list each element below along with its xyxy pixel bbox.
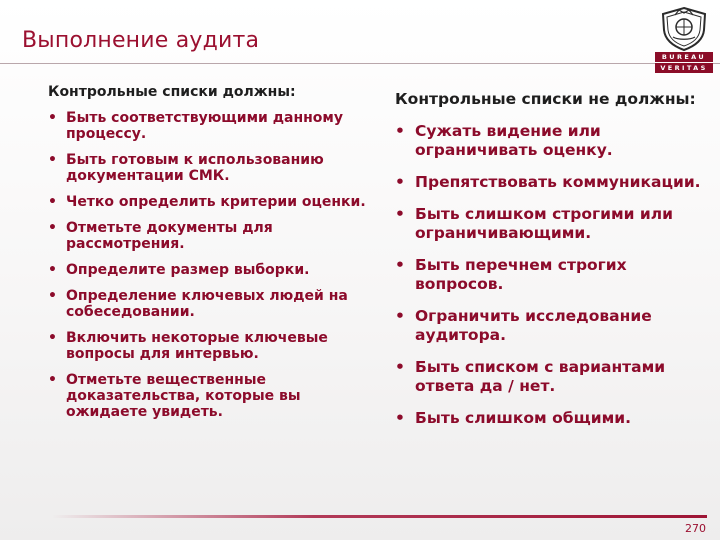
list-item-text: Определите размер выборки. bbox=[66, 262, 310, 278]
bullet-icon: • bbox=[48, 262, 57, 278]
list-item-text: Быть слишком строгими или ограничивающими. bbox=[415, 205, 673, 242]
bullet-icon: • bbox=[48, 288, 57, 304]
left-column bbox=[48, 84, 368, 430]
right-column-heading: Контрольные списки не должны: bbox=[395, 90, 696, 108]
list-item bbox=[48, 288, 368, 320]
list-item bbox=[395, 122, 713, 160]
bullet-icon: • bbox=[395, 307, 405, 325]
list-item-text: Отметьте вещественные доказательства, которые вы ожидаете увидеть. bbox=[66, 372, 301, 420]
right-column bbox=[395, 84, 713, 441]
list-item-text: Включить некоторые ключевые вопросы для интервью. bbox=[66, 330, 328, 362]
bullet-icon: • bbox=[48, 220, 57, 236]
logo-word-veritas: VERITAS bbox=[655, 63, 713, 73]
list-item-text: Определение ключевых людей на собеседовании. bbox=[66, 288, 348, 320]
title-divider bbox=[0, 63, 720, 64]
seal-emblem-icon bbox=[655, 6, 713, 52]
list-item-text: Сужать видение или ограничивать оценку. bbox=[415, 122, 613, 159]
bullet-icon: • bbox=[395, 205, 405, 223]
footer-divider bbox=[52, 515, 707, 518]
bullet-icon: • bbox=[48, 372, 57, 388]
list-item-text: Быть списком с вариантами ответа да / нет. bbox=[415, 358, 666, 395]
page-number: 270 bbox=[685, 522, 706, 535]
bullet-icon: • bbox=[395, 256, 405, 274]
right-bullet-list bbox=[395, 122, 713, 428]
list-item bbox=[48, 220, 368, 252]
list-item bbox=[395, 358, 713, 396]
slide-title: Выполнение аудита bbox=[22, 28, 260, 53]
bullet-icon: • bbox=[48, 152, 57, 168]
bureau-veritas-logo-icon bbox=[655, 6, 713, 74]
list-item-text: Быть перечнем строгих вопросов. bbox=[415, 256, 627, 293]
bullet-icon: • bbox=[48, 110, 57, 126]
bullet-icon: • bbox=[395, 358, 405, 376]
list-item-text: Ограничить исследование аудитора. bbox=[415, 307, 652, 344]
list-item bbox=[48, 330, 368, 362]
list-item bbox=[395, 256, 713, 294]
left-column-heading: Контрольные списки должны: bbox=[48, 84, 296, 100]
list-item-text: Быть соответствующими данному процессу. bbox=[66, 110, 343, 142]
list-item bbox=[395, 409, 713, 428]
list-item-text: Быть слишком общими. bbox=[415, 409, 631, 427]
list-item bbox=[48, 194, 368, 210]
list-item bbox=[48, 262, 368, 278]
list-item-text: Препятствовать коммуникации. bbox=[415, 173, 701, 191]
bullet-icon: • bbox=[48, 330, 57, 346]
logo-word-bureau: BUREAU bbox=[655, 52, 713, 62]
list-item-text: Четко определить критерии оценки. bbox=[66, 194, 366, 210]
list-item bbox=[395, 307, 713, 345]
bullet-icon: • bbox=[395, 122, 405, 140]
bullet-icon: • bbox=[395, 409, 405, 427]
list-item-text: Отметьте документы для рассмотрения. bbox=[66, 220, 273, 252]
list-item bbox=[48, 110, 368, 142]
list-item bbox=[48, 152, 368, 184]
bullet-icon: • bbox=[395, 173, 405, 191]
list-item-text: Быть готовым к использованию документации СМК. bbox=[66, 152, 324, 184]
list-item bbox=[395, 173, 713, 192]
list-item bbox=[48, 372, 368, 420]
list-item bbox=[395, 205, 713, 243]
left-bullet-list bbox=[48, 110, 368, 420]
bullet-icon: • bbox=[48, 194, 57, 210]
